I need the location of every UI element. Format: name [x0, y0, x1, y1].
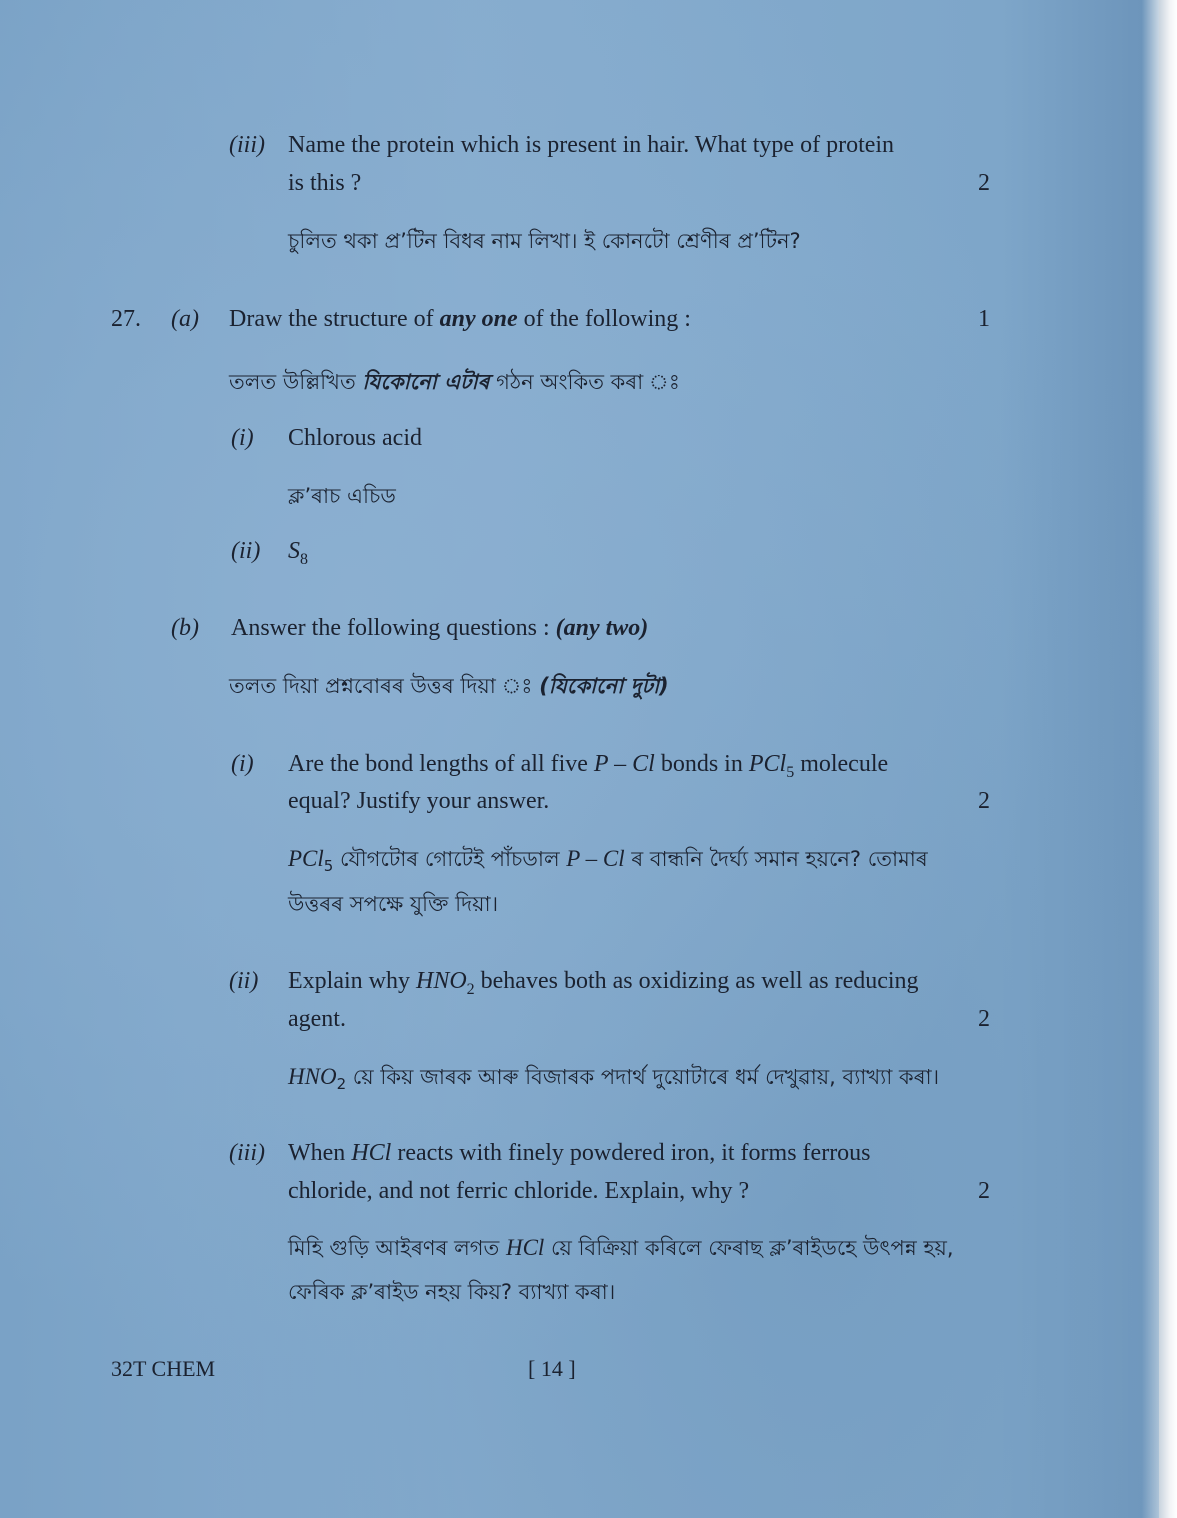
q27-b-i-bengali-line2: উত্তৰৰ সপক্ষে যুক্তি দিয়া।: [288, 892, 499, 916]
footer-page-number: [ 14 ]: [528, 1356, 576, 1381]
q27-number: 27.: [111, 306, 141, 332]
q27-b-i-line1: Are the bond lengths of all five P – Cl bonds in PCl$_5$ molecule: [288, 751, 889, 781]
paper-edge: [1159, 0, 1177, 1518]
q26-iii-label: (iii): [229, 132, 265, 158]
q27-b-iii-bengali-line2: ফেৰিক ক্ল’ৰাইড নহয় কিয়? ব্যাখ্যা কৰা।: [288, 1280, 616, 1304]
q27-b-ii-line2: agent.: [288, 1006, 346, 1032]
q27-b-ii-marks: 2: [978, 1006, 990, 1032]
q27-a-ii-label: (ii): [231, 538, 261, 564]
q27-b-bengali: তলত দিয়া প্ৰশ্নবোৰৰ উত্তৰ দিয়া ঃ (যিকোনো দুটা): [229, 674, 669, 698]
q27-a-i-bengali: ক্ল’ৰাচ এচিড: [288, 484, 396, 508]
footer-paper-code: 32T CHEM: [111, 1356, 216, 1381]
q27-b-iii-bengali-line1: মিহি গুড়ি আইৰণৰ লগত HCl য়ে বিক্ৰিয়া কৰিলে ফেৰাছ ক্ল’ৰাইডহে উৎপন্ন হয়,: [288, 1235, 954, 1260]
q27-b-text: Answer the following questions : (any two): [231, 615, 649, 641]
q27-a-i-text: Chlorous acid: [288, 425, 422, 451]
q27-a-ii-formula: $S_8$: [288, 538, 308, 568]
q27-b-label: (b): [171, 615, 199, 641]
q27-a-text: Draw the structure of any one of the following :: [229, 306, 691, 332]
q26-iii-marks: 2: [978, 170, 990, 196]
q27-a-bengali: তলত উল্লিখিত যিকোনো এটাৰ গঠন অংকিত কৰা ঃ: [229, 370, 680, 394]
q27-b-ii-label: (ii): [229, 968, 259, 994]
q27-b-i-line2: equal? Justify your answer.: [288, 788, 550, 814]
q27-b-ii-line1: Explain why $HNO_2$ behaves both as oxidizing as well as reducing: [288, 968, 919, 998]
q27-b-iii-label: (iii): [229, 1140, 265, 1166]
q26-iii-bengali: চুলিত থকা প্ৰ’টিন বিধৰ নাম লিখা। ই কোনটো শ্ৰেণীৰ প্ৰ’টিন?: [288, 229, 801, 253]
q27-b-iii-marks: 2: [978, 1178, 990, 1204]
q26-iii-text-line2: is this ?: [288, 170, 362, 196]
q27-b-i-label: (i): [231, 751, 254, 777]
q27-b-ii-bengali: $HNO_2$ য়ে কিয় জাৰক আৰু বিজাৰক পদাৰ্থ দুয়োটাৰে ধৰ্ম দেখুৱায়, ব্যাখ্যা কৰা।: [288, 1064, 940, 1094]
q27-b-i-bengali-line1: PCl$_5$ যৌগটোৰ গোটেই পাঁচডাল P – Cl ৰ বান্ধনি দৈৰ্ঘ্য সমান হয়নে? তোমাৰ: [288, 846, 928, 876]
q27-b-iii-line2: chloride, and not ferric chloride. Explain, why ?: [288, 1178, 750, 1204]
q27-b-i-marks: 2: [978, 788, 990, 814]
q26-iii-text-line1: Name the protein which is present in hair. What type of protein: [288, 132, 895, 158]
q27-a-label: (a): [171, 306, 199, 332]
q27-a-i-label: (i): [231, 425, 254, 451]
q27-b-iii-line1: When HCl reacts with finely powdered iron, it forms ferrous: [288, 1140, 871, 1166]
q27-a-marks: 1: [978, 306, 990, 332]
